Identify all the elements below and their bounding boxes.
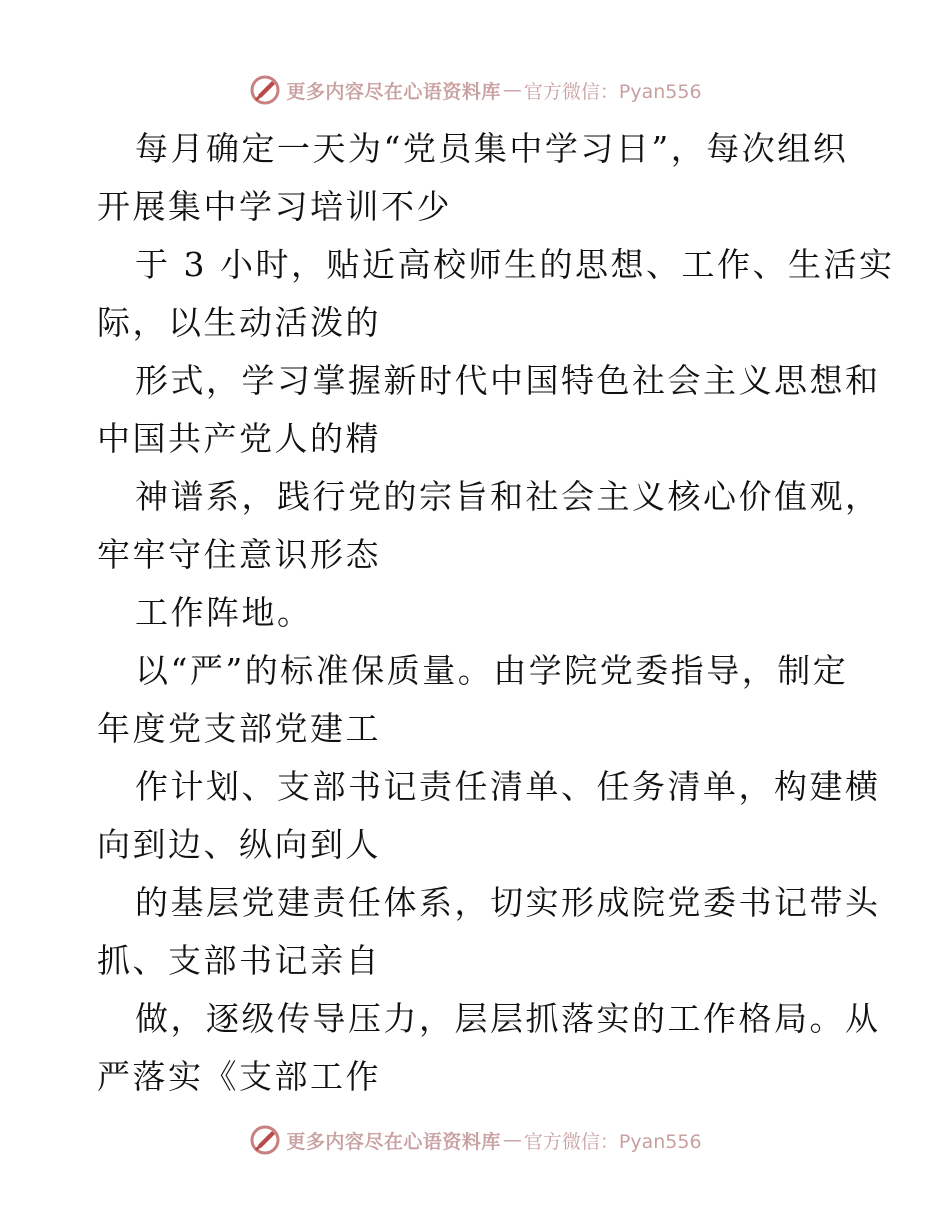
text-line: 于 3 小时，贴近高校师生的思想、工作、生活实 bbox=[135, 245, 895, 284]
text-line: 抓、支部书记亲自 bbox=[97, 941, 381, 980]
text-line: 年度党支部党建工 bbox=[97, 709, 381, 748]
footer-title: 更多内容尽在心语资料库 bbox=[286, 1130, 501, 1153]
text-line: 每月确定一天为“党员集中学习日”，每次组织 bbox=[135, 129, 849, 168]
header-subtitle: 官方微信：Pyan556 bbox=[523, 80, 702, 103]
footer-subtitle: 官方微信：Pyan556 bbox=[523, 1130, 702, 1153]
text-line: 做，逐级传导压力，层层抓落实的工作格局。从 bbox=[135, 999, 881, 1038]
header-banner bbox=[0, 70, 950, 110]
text-line: 际，以生动活泼的 bbox=[97, 303, 381, 342]
text-line: 严落实《支部工作 bbox=[97, 1057, 381, 1096]
text-line: 神谱系，践行党的宗旨和社会主义核心价值观， bbox=[135, 477, 881, 516]
text-line: 牢牢守住意识形态 bbox=[97, 535, 381, 574]
logo-icon bbox=[248, 73, 282, 107]
text-line: 中国共产党人的精 bbox=[97, 419, 381, 458]
text-line: 开展集中学习培训不少 bbox=[97, 187, 452, 226]
header-dash: — bbox=[502, 79, 522, 101]
logo-icon bbox=[248, 1123, 282, 1157]
text-line: 的基层党建责任体系，切实形成院党委书记带头 bbox=[135, 883, 881, 922]
text-line: 工作阵地。 bbox=[135, 593, 313, 632]
text-line: 以“严”的标准保质量。由学院党委指导，制定 bbox=[135, 651, 849, 690]
header-title: 更多内容尽在心语资料库 bbox=[286, 80, 501, 103]
text-line: 作计划、支部书记责任清单、任务清单，构建横 bbox=[135, 767, 881, 806]
footer-dash: — bbox=[502, 1129, 522, 1151]
text-line: 形式，学习掌握新时代中国特色社会主义思想和 bbox=[135, 361, 881, 400]
footer-banner bbox=[0, 1120, 950, 1160]
text-line: 向到边、纵向到人 bbox=[97, 825, 381, 864]
document-body bbox=[97, 120, 895, 1106]
